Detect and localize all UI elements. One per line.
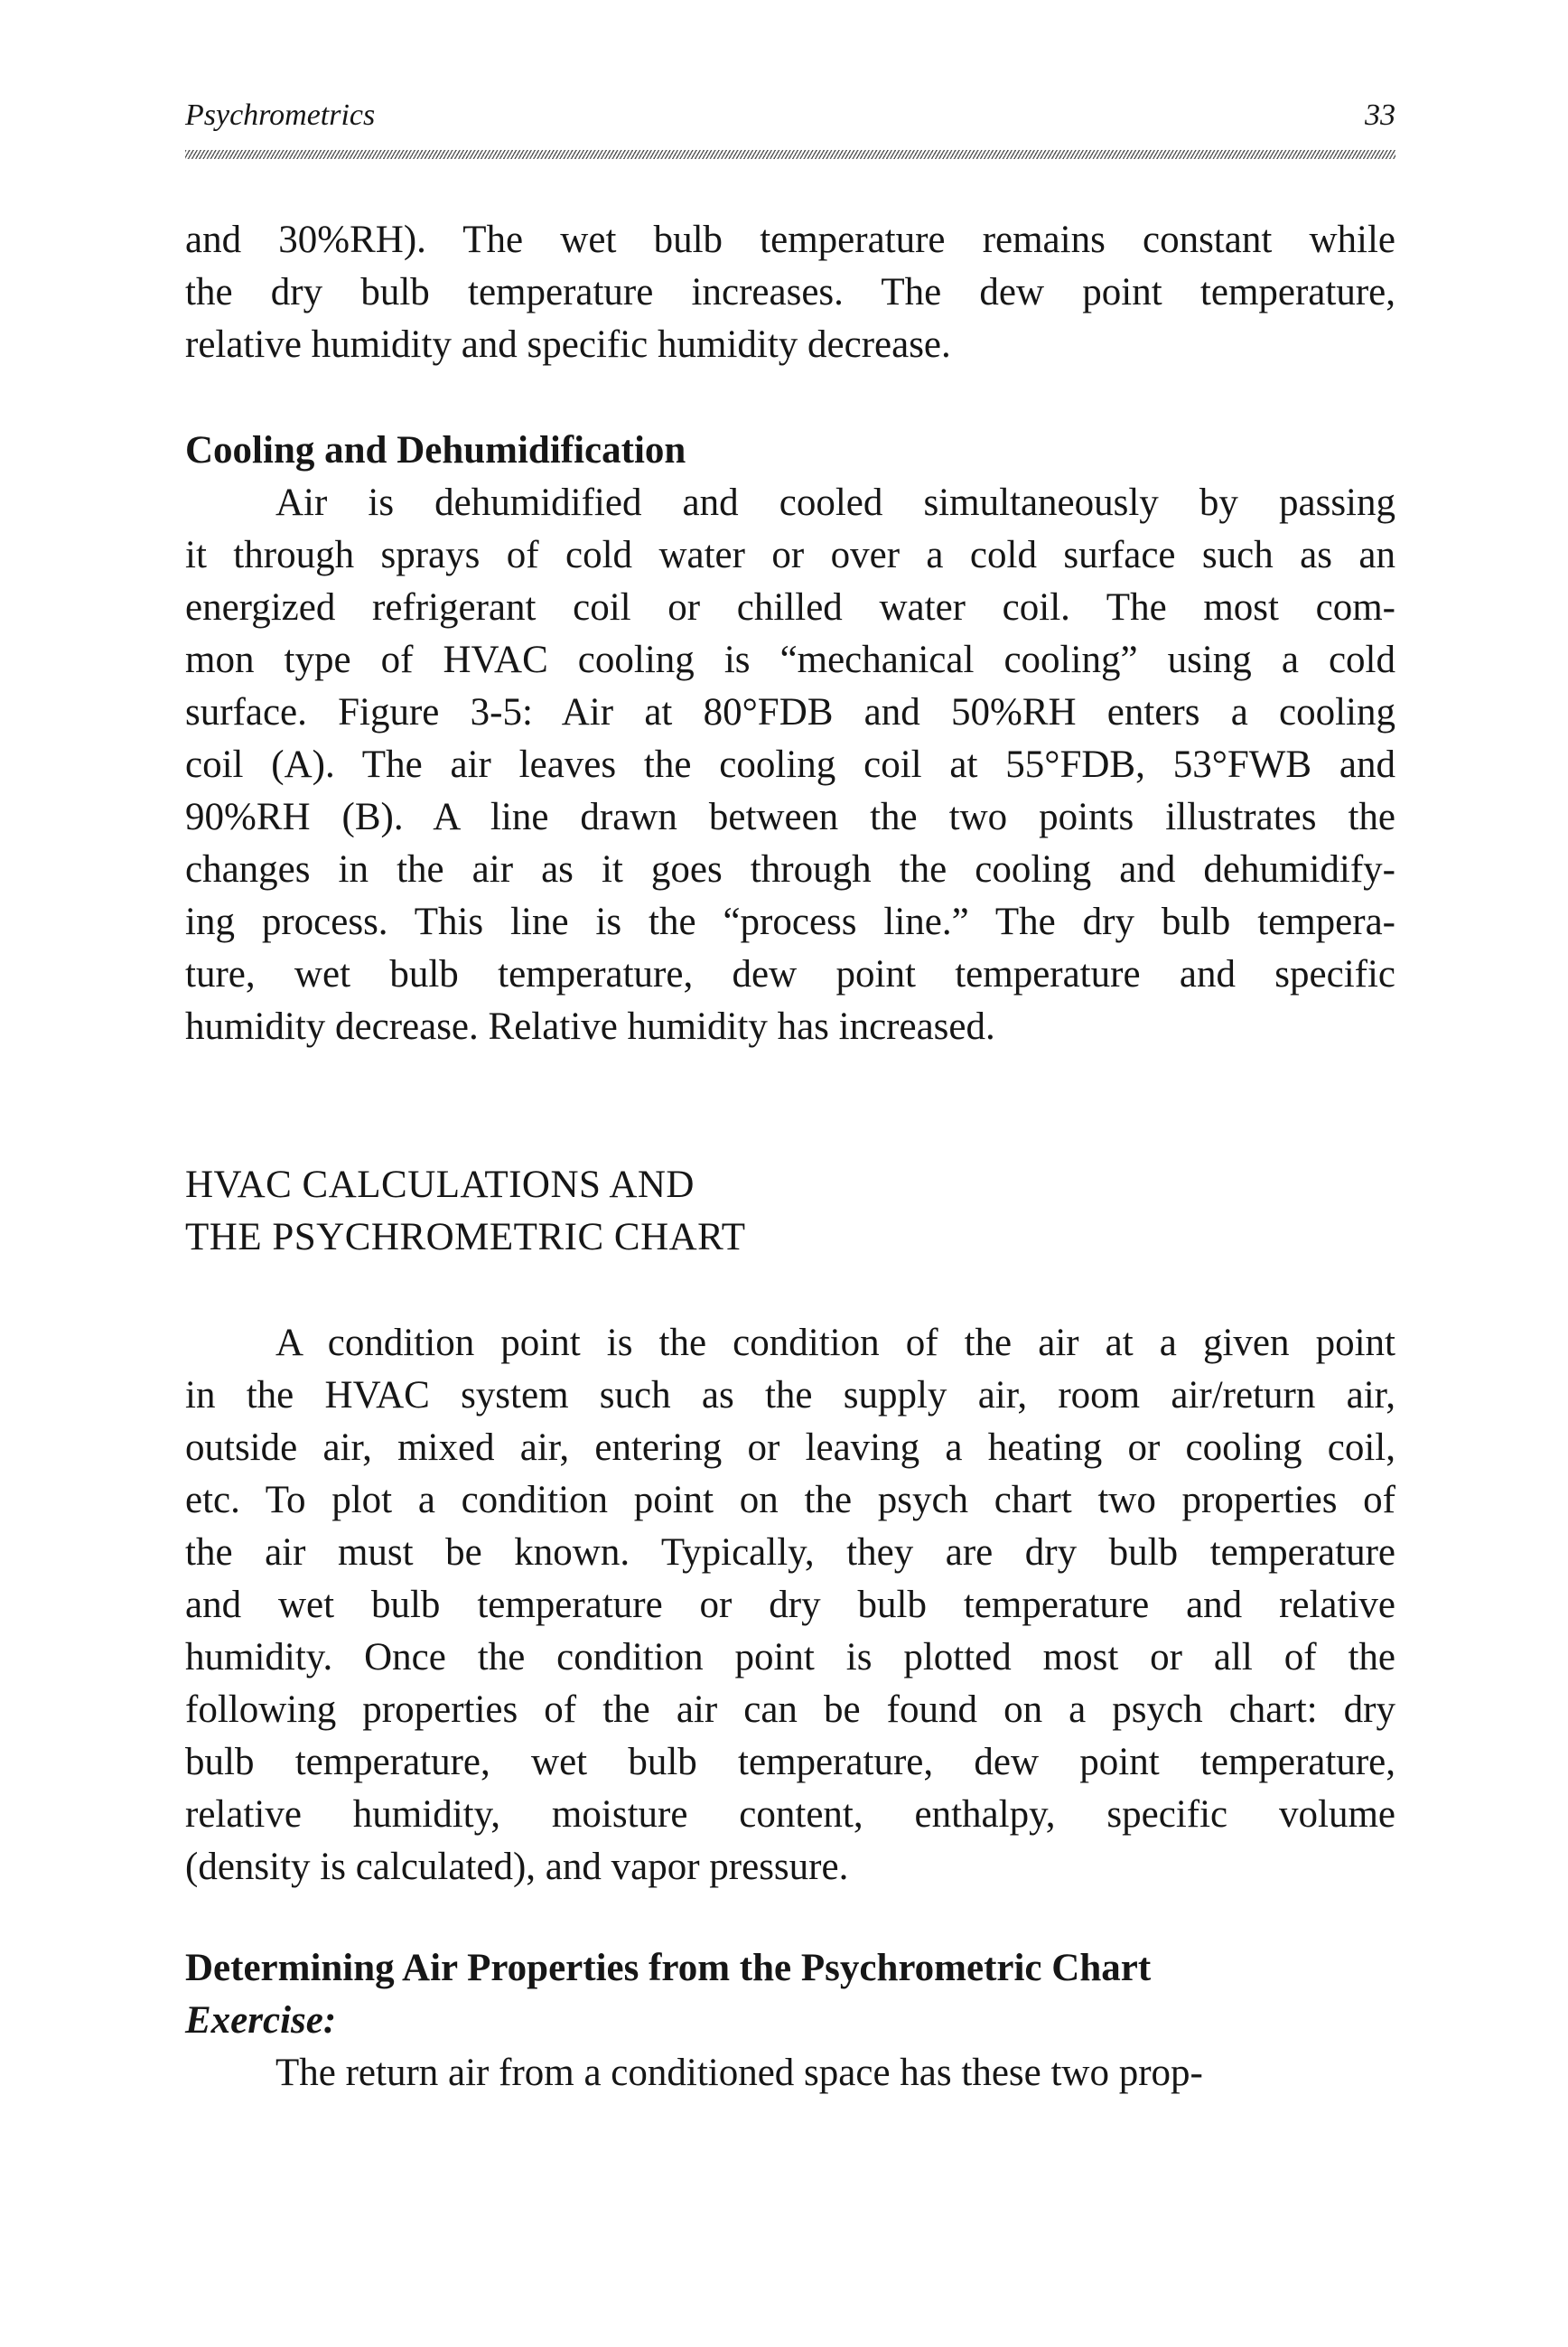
- text-line: Air is dehumidified and cooled simultaneously by passing: [275, 482, 1395, 524]
- text-line: humidity decrease. Relative humidity has increased.: [185, 1005, 995, 1048]
- text-line: the air must be known. Typically, they are dry bulb temperature: [185, 1531, 1395, 1574]
- text-line: outside air, mixed air, entering or leaving a heating or cooling coil,: [185, 1426, 1395, 1469]
- text-line: 90%RH (B). A line drawn between the two points illustrates the: [185, 796, 1395, 838]
- text-line: and 30%RH). The wet bulb temperature remains constant while: [185, 219, 1395, 261]
- section-heading-hvac: HVAC CALCULATIONS AND: [185, 1164, 695, 1206]
- text-line: ture, wet bulb temperature, dew point temperature and specific: [185, 953, 1395, 996]
- header-rule: [185, 150, 1395, 159]
- text-line: following properties of the air can be found on a psych chart: dry: [185, 1688, 1395, 1731]
- section-heading-hvac: THE PSYCHROMETRIC CHART: [185, 1216, 746, 1258]
- text-line: surface. Figure 3-5: Air at 80°FDB and 50%RH enters a cooling: [185, 691, 1395, 734]
- exercise-label: Exercise:: [185, 1999, 337, 2042]
- text-line: A condition point is the condition of the air at a given point: [275, 1322, 1395, 1364]
- text-line: and wet bulb temperature or dry bulb temperature and relative: [185, 1584, 1395, 1626]
- text-line: bulb temperature, wet bulb temperature, dew point temperature,: [185, 1741, 1395, 1783]
- text-line: mon type of HVAC cooling is “mechanical cooling” using a cold: [185, 639, 1395, 681]
- text-line: ing process. This line is the “process line.” The dry bulb tempera-: [185, 901, 1395, 943]
- text-line: The return air from a conditioned space has these two prop-: [275, 2052, 1203, 2094]
- running-head: [185, 98, 1395, 143]
- text-line: relative humidity, moisture content, enthalpy, specific volume: [185, 1793, 1395, 1836]
- text-line: etc. To plot a condition point on the psych chart two properties of: [185, 1479, 1395, 1521]
- text-line: coil (A). The air leaves the cooling coil at 55°FDB, 53°FWB and: [185, 743, 1395, 786]
- section-heading-cooling: Cooling and Dehumidification: [185, 429, 686, 472]
- text-line: (density is calculated), and vapor pressure.: [185, 1846, 849, 1888]
- text-line: energized refrigerant coil or chilled water coil. The most com-: [185, 586, 1395, 629]
- text-line: in the HVAC system such as the supply air, room air/return air,: [185, 1374, 1395, 1417]
- text-line: the dry bulb temperature increases. The dew point temperature,: [185, 271, 1395, 313]
- text-line: humidity. Once the condition point is plotted most or all of the: [185, 1636, 1395, 1678]
- section-heading-determining: Determining Air Properties from the Psychrometric Chart: [185, 1947, 1152, 1989]
- text-line: changes in the air as it goes through the cooling and dehumidify-: [185, 848, 1395, 891]
- running-title: Psychrometrics: [185, 98, 376, 132]
- page-number: 33: [1365, 98, 1395, 132]
- text-line: relative humidity and specific humidity decrease.: [185, 323, 951, 366]
- text-line: it through sprays of cold water or over a cold surface such as an: [185, 534, 1395, 576]
